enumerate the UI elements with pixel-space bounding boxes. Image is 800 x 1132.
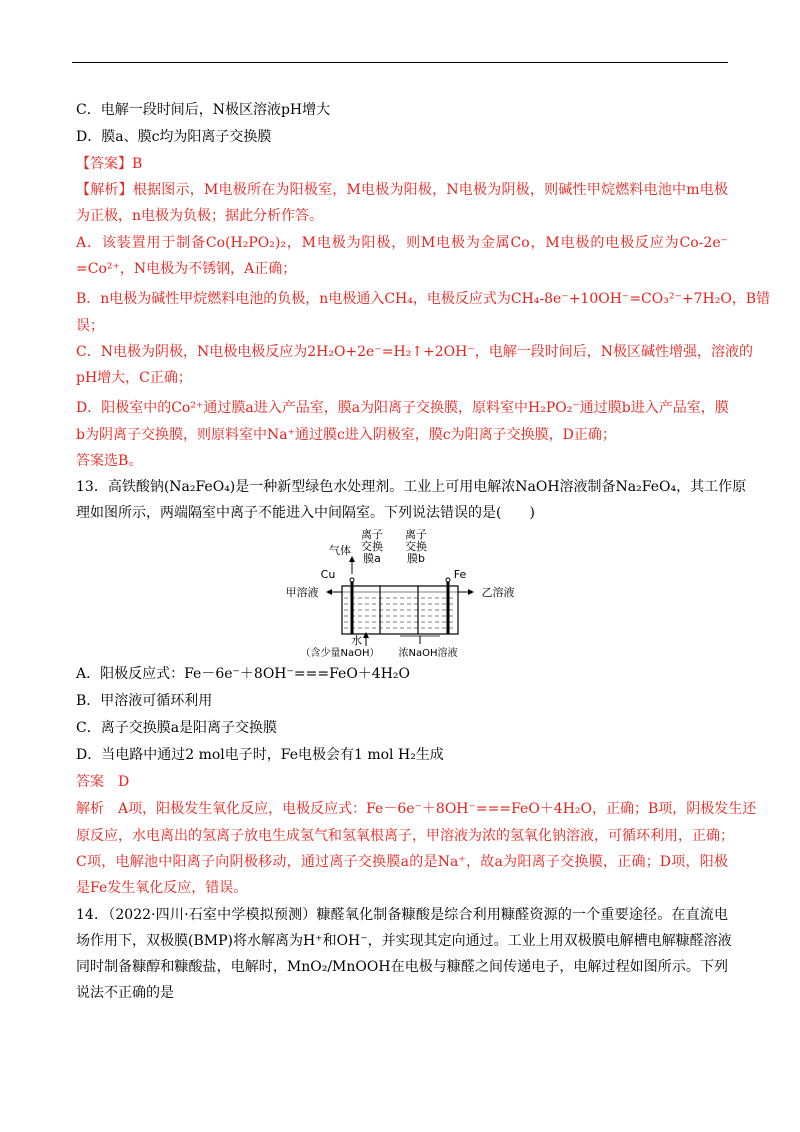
question-14-stem: 14．（2022·四川·石室中学模拟预测）糠醛氧化制备糠酸是综合利用糠醛资源的一个重要途径。在直流电 xyxy=(76,907,728,923)
analysis-line: D．阳极室中的Co²⁺通过膜a进入产品室，膜a为阳离子交换膜，原料室中H₂PO₂⁻通过膜b进入产品室，膜 xyxy=(76,400,729,416)
cu-label: Cu xyxy=(320,568,336,581)
analysis-line: 为正极，n电极为负极；据此分析作答。 xyxy=(76,208,324,224)
membrane-a-label-1: 离子 xyxy=(361,528,383,541)
question-14-stem: 场作用下，双极膜(BMP)将水解离为H⁺和OH⁻，并实现其定向通过。工业上用双极膜电解槽电解糠醛溶液 xyxy=(76,933,732,949)
left-solution-label: 甲溶液 xyxy=(285,586,319,599)
analysis-line: =Co²⁺，N电极为不锈钢，A正确； xyxy=(76,261,297,277)
question-13-stem: 理如图所示，两端隔室中离子不能进入中间隔室。下列说法错误的是( ) xyxy=(76,505,535,521)
option-b: B．甲溶液可循环利用 xyxy=(76,693,213,709)
analysis-line: b为阴离子交换膜，则原料室中Na⁺通过膜c进入阴极室，膜c为阳离子交换膜，D正确； xyxy=(76,427,616,443)
question-14-stem: 同时制备糠醇和糠酸盐，电解时，MnO₂/MnOOH在电极与糠醛之间传递电子，电解过程如图所示。下列 xyxy=(76,959,728,975)
header-rule xyxy=(72,62,728,63)
answer-label: 答案 D xyxy=(76,774,130,790)
analysis-line: C项，电解池中阳离子向阴极移动，通过离子交换膜a的是Na⁺，故a为阳离子交换膜，正确；D项，阳极 xyxy=(76,854,728,870)
analysis-line: 原反应，水电离出的氢离子放电生成氢气和氢氧根离子，甲溶液为浓的氢氧化钠溶液，可循环利用，正确； xyxy=(76,828,734,844)
electrolysis-cell-diagram xyxy=(280,528,520,660)
analysis-line: 【解析】根据图示，M电极所在为阳极室，M电极为阳极，N电极为阴极，则碱性甲烷燃料电池中m电极 xyxy=(76,182,728,198)
membrane-b-label-1: 离子 xyxy=(405,528,427,541)
answer-label: 【答案】B xyxy=(76,156,143,172)
analysis-line: 误； xyxy=(76,318,104,334)
option-c: C．电解一段时间后，N极区溶液pH增大 xyxy=(76,102,331,118)
bottom-left-note: （含少量NaOH） xyxy=(300,648,380,659)
answer-choice: 答案选B。 xyxy=(76,453,143,469)
option-a: A．阳极反应式：Fe－6e⁻＋8OH⁻===FeO＋4H₂O xyxy=(76,666,411,682)
membrane-a-label-3: 膜a xyxy=(363,552,381,565)
analysis-line: A．该装置用于制备Co(H₂PO₂)₂，M电极为阳极，则M电极为金属Co，M电极的电极反应为Co-2e⁻ xyxy=(76,235,728,251)
analysis-line: C．N电极为阴极，N电极电极反应为2H₂O+2e⁻=H₂↑+2OH⁻，电解一段时间后，N极区碱性增强，溶液的 xyxy=(76,344,753,360)
option-c: C．离子交换膜a是阳离子交换膜 xyxy=(76,720,278,736)
option-d: D．当电路中通过2 mol电子时，Fe电极会有1 mol H₂生成 xyxy=(76,747,444,763)
water-label: 水 xyxy=(351,634,362,647)
fe-label: Fe xyxy=(453,568,467,581)
right-solution-label: 乙溶液 xyxy=(481,586,515,599)
gas-label: 气体 xyxy=(329,544,351,557)
question-14-stem: 说法不正确的是 xyxy=(76,985,174,1001)
membrane-b-label-3: 膜b xyxy=(407,552,425,565)
membrane-a-label-2: 交换 xyxy=(361,540,383,553)
analysis-line: B．n电极为碱性甲烷燃料电池的负极，n电极通入CH₄，电极反应式为CH₄-8e⁻+10OH⁻=CO₃²⁻+7H₂O，B错 xyxy=(76,291,771,307)
analysis-line: 是Fe发生氧化反应，错误。 xyxy=(76,880,248,896)
question-13-stem: 13．高铁酸钠(Na₂FeO₄)是一种新型绿色水处理剂。工业上可用电解浓NaOH溶液制备Na₂FeO₄，其工作原 xyxy=(76,479,747,495)
membrane-b-label-2: 交换 xyxy=(405,540,427,553)
analysis-line: pH增大，C正确； xyxy=(76,370,192,386)
analysis-line: 解析 A项，阳极发生氧化反应，电极反应式：Fe－6e⁻＋8OH⁻===FeO＋4H₂O，正确；B项，阴极发生还 xyxy=(76,801,757,817)
bottom-right-note: 浓NaOH溶液 xyxy=(398,648,458,659)
option-d: D．膜a、膜c均为阳离子交换膜 xyxy=(76,129,272,145)
